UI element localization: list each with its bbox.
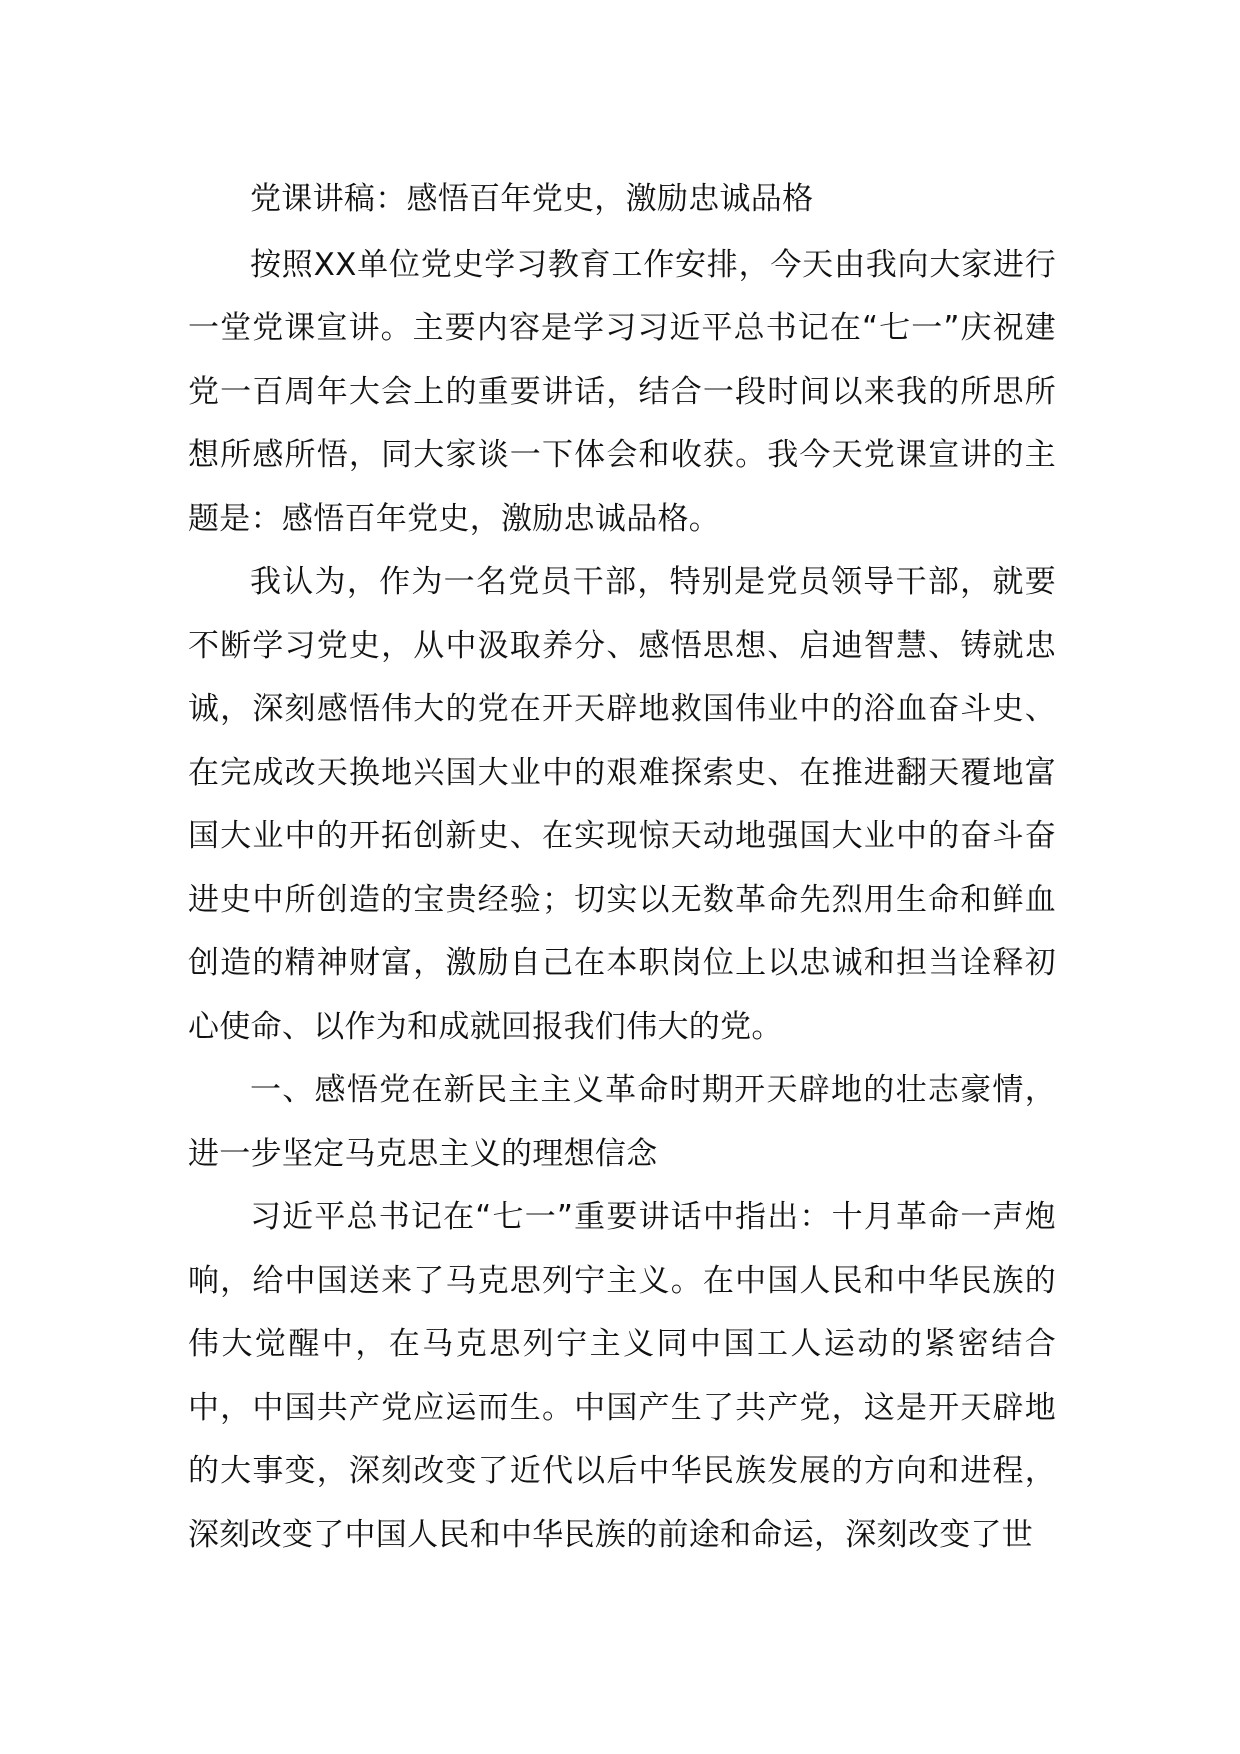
section-heading-1: 一、感悟党在新民主主义革命时期开天辟地的壮志豪情，进一步坚定马克思主义的理想信念 bbox=[188, 1072, 1056, 1172]
paragraph-intro: 按照XX单位党史学习教育工作安排，今天由我向大家进行一堂党课宣讲。主要内容是学习习近平总书记在“七一”庆祝建党一百周年大会上的重要讲话，结合一段时间以来我的所思所想所感所悟，同大家谈一下体会和收获。我今天党课宣讲的主题是：感悟百年党史，激励忠诚品格。 bbox=[188, 246, 1056, 537]
document-title: 党课讲稿：感悟百年党史，激励忠诚品格 bbox=[250, 181, 814, 217]
paragraph-opinion: 我认为，作为一名党员干部，特别是党员领导干部，就要不断学习党史，从中汲取养分、感悟思想、启迪智慧、铸就忠诚，深刻感悟伟大的党在开天辟地救国伟业中的浴血奋斗史、在完成改天换地兴国大业中的艰难探索史、在推进翻天覆地富国大业中的开拓创新史、在实现惊天动地强国大业中的奋斗奋进史中所创造的宝贵经验；切实以无数革命先烈用生命和鲜血创造的精神财富，激励自己在本职岗位上以忠诚和担当诠释初心使命、以作为和成就回报我们伟大的党。 bbox=[188, 564, 1056, 1045]
paragraph-section-1: 习近平总书记在“七一”重要讲话中指出：十月革命一声炮响，给中国送来了马克思列宁主义。在中国人民和中华民族的伟大觉醒中，在马克思列宁主义同中国工人运动的紧密结合中，中国共产党应运而生。中国产生了共产党，这是开天辟地的大事变，深刻改变了近代以后中华民族发展的方向和进程，深刻改变了中国人民和中华民族的前途和命运，深刻改变了世 bbox=[188, 1199, 1056, 1553]
document-body bbox=[188, 168, 1056, 1567]
